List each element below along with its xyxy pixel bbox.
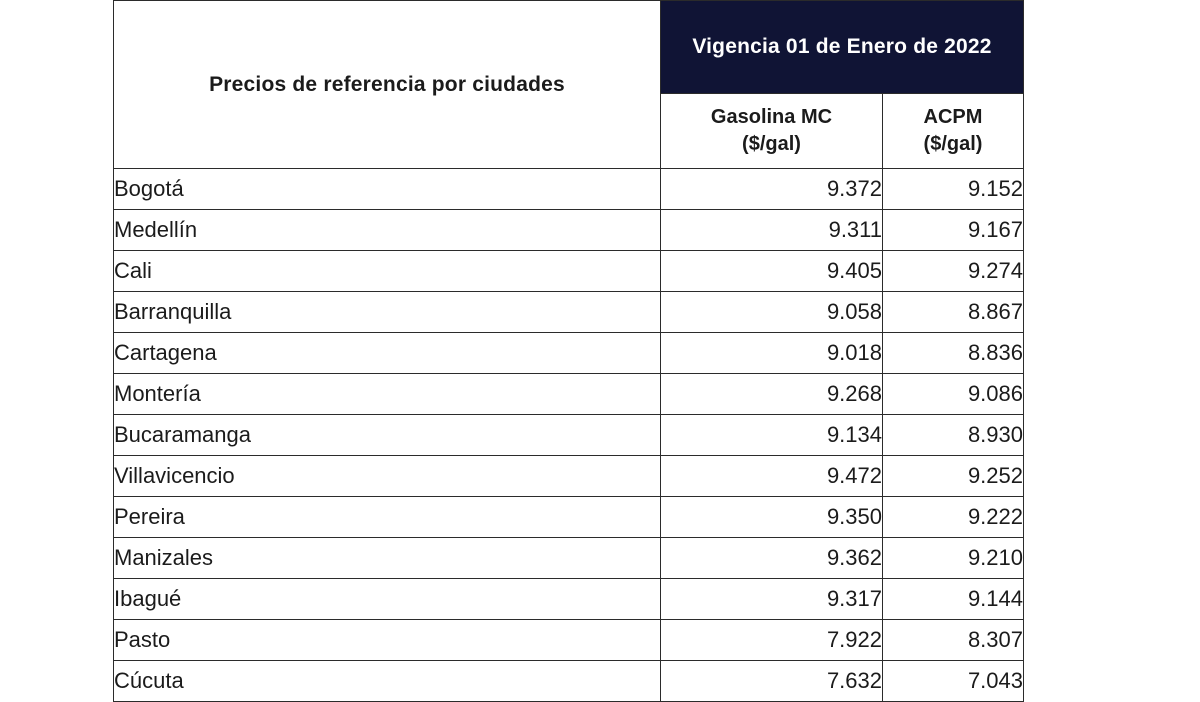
acpm-price: 9.210 xyxy=(883,538,1024,579)
city-name: Bogotá xyxy=(114,169,661,210)
table-row xyxy=(114,415,1024,456)
acpm-price: 9.086 xyxy=(883,374,1024,415)
gasolina-price: 9.372 xyxy=(661,169,883,210)
acpm-price: 9.274 xyxy=(883,251,1024,292)
table-row xyxy=(114,620,1024,661)
table-row xyxy=(114,497,1024,538)
acpm-price: 9.152 xyxy=(883,169,1024,210)
acpm-price: 9.167 xyxy=(883,210,1024,251)
column-header-acpm-line2: ($/gal) xyxy=(923,133,983,155)
column-header-gasolina-line1: Gasolina MC xyxy=(710,106,833,128)
table-row xyxy=(114,210,1024,251)
city-name: Medellín xyxy=(114,210,661,251)
city-name: Cartagena xyxy=(114,333,661,374)
gasolina-price: 7.632 xyxy=(661,661,883,702)
table-row xyxy=(114,456,1024,497)
acpm-price: 7.043 xyxy=(883,661,1024,702)
gasolina-price: 7.922 xyxy=(661,620,883,661)
city-name: Barranquilla xyxy=(114,292,661,333)
column-header-gasolina xyxy=(661,94,883,169)
gasolina-price: 9.405 xyxy=(661,251,883,292)
table-row xyxy=(114,538,1024,579)
table-row xyxy=(114,169,1024,210)
table-row xyxy=(114,333,1024,374)
acpm-price: 8.836 xyxy=(883,333,1024,374)
gasolina-price: 9.350 xyxy=(661,497,883,538)
acpm-price: 9.252 xyxy=(883,456,1024,497)
table-row xyxy=(114,251,1024,292)
city-name: Montería xyxy=(114,374,661,415)
table-row xyxy=(114,579,1024,620)
table-row xyxy=(114,292,1024,333)
acpm-price: 9.144 xyxy=(883,579,1024,620)
price-table-container xyxy=(113,0,1023,702)
reference-prices-table xyxy=(113,0,1024,702)
gasolina-price: 9.018 xyxy=(661,333,883,374)
city-name: Cali xyxy=(114,251,661,292)
period-header: Vigencia 01 de Enero de 2022 xyxy=(661,1,1024,94)
table-body xyxy=(114,169,1024,702)
table-row xyxy=(114,661,1024,702)
acpm-price: 8.307 xyxy=(883,620,1024,661)
gasolina-price: 9.472 xyxy=(661,456,883,497)
gasolina-price: 9.362 xyxy=(661,538,883,579)
city-name: Ibagué xyxy=(114,579,661,620)
city-name: Pereira xyxy=(114,497,661,538)
acpm-price: 8.930 xyxy=(883,415,1024,456)
column-header-gasolina-line2: ($/gal) xyxy=(742,133,801,155)
gasolina-price: 9.311 xyxy=(661,210,883,251)
city-name: Pasto xyxy=(114,620,661,661)
city-name: Manizales xyxy=(114,538,661,579)
table-row xyxy=(114,374,1024,415)
column-header-acpm-line1: ACPM xyxy=(923,106,983,128)
gasolina-price: 9.268 xyxy=(661,374,883,415)
city-name: Bucaramanga xyxy=(114,415,661,456)
gasolina-price: 9.058 xyxy=(661,292,883,333)
gasolina-price: 9.134 xyxy=(661,415,883,456)
table-header-row-1 xyxy=(114,1,1024,94)
gasolina-price: 9.317 xyxy=(661,579,883,620)
column-header-acpm xyxy=(883,94,1024,169)
acpm-price: 9.222 xyxy=(883,497,1024,538)
city-name: Villavicencio xyxy=(114,456,661,497)
acpm-price: 8.867 xyxy=(883,292,1024,333)
city-name: Cúcuta xyxy=(114,661,661,702)
table-title: Precios de referencia por ciudades xyxy=(114,1,661,169)
table-header xyxy=(114,1,1024,169)
